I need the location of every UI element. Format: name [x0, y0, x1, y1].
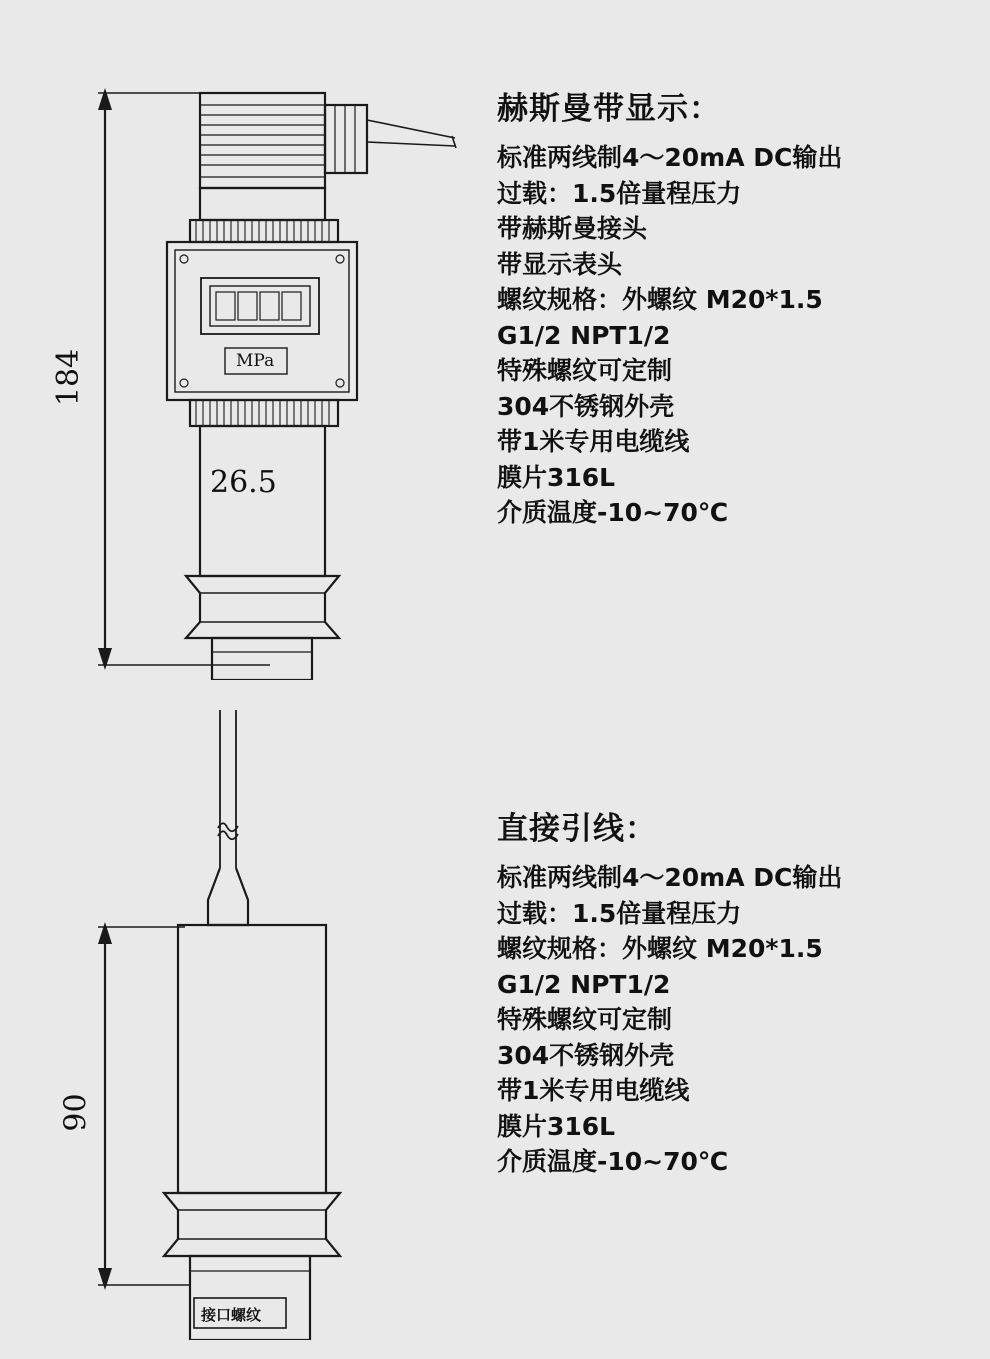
thread-interface-label: 接口螺纹	[201, 1306, 262, 1324]
spec-line: 标准两线制4～20mA DC输出	[497, 863, 843, 893]
spec-line: 特殊螺纹可定制	[497, 356, 673, 386]
mpa-unit-label: MPa	[236, 351, 275, 371]
diameter-dimension-26-5: 26.5	[210, 465, 277, 500]
spec-title-direct-lead: 直接引线：	[497, 811, 657, 847]
transmitter-direct-lead-drawing	[60, 700, 480, 1340]
spec-line: 带赫斯曼接头	[497, 214, 648, 244]
spec-line: 过载：1.5倍量程压力	[497, 898, 742, 928]
spec-line: G1/2 NPT1/2	[497, 969, 671, 999]
spec-line: 膜片316L	[497, 462, 616, 492]
spec-line: 螺纹规格：外螺纹 M20*1.5	[497, 934, 823, 964]
spec-line: 带显示表头	[497, 249, 623, 279]
spec-line: 带1米专用电缆线	[497, 1076, 690, 1106]
spec-line: 304不锈钢外壳	[497, 391, 675, 421]
spec-block-hirschmann	[497, 92, 842, 531]
spec-line: 介质温度-10~70℃	[497, 498, 729, 528]
spec-line: 带1米专用电缆线	[497, 427, 690, 457]
spec-line: G1/2 NPT1/2	[497, 320, 671, 350]
spec-line: 膜片316L	[497, 1111, 616, 1141]
spec-title-hirschmann: 赫斯曼带显示：	[497, 91, 721, 127]
height-dimension-184: 184	[51, 348, 87, 407]
spec-line: 螺纹规格：外螺纹 M20*1.5	[497, 285, 823, 315]
spec-line: 特殊螺纹可定制	[497, 1005, 673, 1035]
spec-line: 标准两线制4～20mA DC输出	[497, 143, 843, 173]
spec-line: 过载：1.5倍量程压力	[497, 178, 742, 208]
spec-line: 304不锈钢外壳	[497, 1040, 675, 1070]
transmitter-with-display-drawing	[51, 60, 480, 680]
spec-block-direct-lead	[497, 812, 842, 1180]
spec-line: 介质温度-10~70℃	[497, 1147, 729, 1177]
height-dimension-90: 90	[58, 1093, 94, 1132]
